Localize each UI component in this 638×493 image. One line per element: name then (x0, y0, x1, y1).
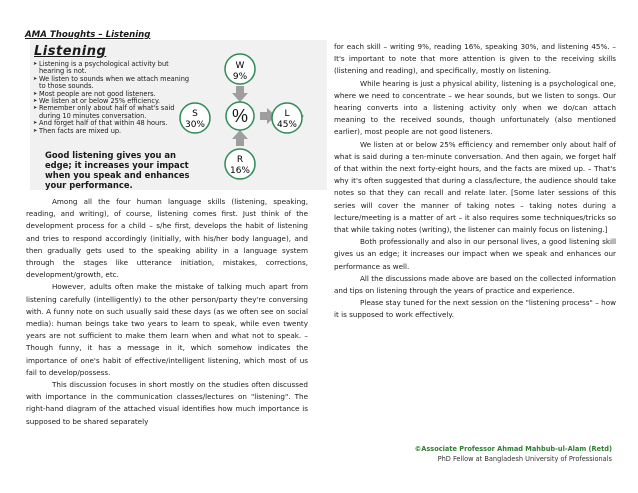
paragraph: We listen at or below 25% efficiency and remember only about half of what is said during a ten-minute conversation. And then again, we forget half of that within the next forty-eight hours, and the facts are mixed up. – That's why it's often suggested that during a class/lecture, the audience should take notes so that they can recall and relate later. [Some later sessions of this series will cover the manner of taking notes – taking notes during a lecture/meeting is a matter of art – it also requires some techniques/tricks so that while taking notes (writing), the listener can mainly focus on listening.] (334, 139, 616, 235)
writing-value: 9% (232, 72, 248, 82)
paragraph: However, adults often make the mistake of talking much apart from listening carefully (intelligently) to the other person/party they're conversing with. A funny note on such usually said these days (as we often see on social media): human beings take two years to learn to speak, while even twenty years are not sufficient to make them learn when and what not to speak. – Though funny, it has a message in it, which somehow indicates the importance of one's habit of effective/intelligent listening, which most of us fail to develop/possess. (26, 282, 308, 377)
fact-item: ➤ We listen to sounds when we attach meaning to those sounds. (33, 76, 193, 91)
paragraph: All the discussions made above are based on the collected information and tips on listening through the years of practice and experience. (334, 273, 616, 296)
paragraph: Both professionally and also in our personal lives, a good listening skill gives us an edge; it increases our impact when we speak and enhances our performance as well. (334, 237, 616, 271)
paragraph: for each skill – writing 9%, reading 16%, speaking 30%, and listening 45%. – It's important to note that more attention is given to the receiving skills (listening and reading), and specifically, mostly on listening. (334, 42, 616, 76)
author-name: ©Associate Professor Ahmad Mahbub-ul-Alam (Retd) (414, 445, 612, 453)
fact-item: ➤ Then facts are mixed up. (33, 128, 193, 135)
arrow-down-icon (232, 86, 248, 102)
arrow-up-icon (232, 130, 248, 146)
paragraph: Please stay tuned for the next session on the "listening process" – how it is supposed to work effectively. (334, 298, 616, 320)
right-column (334, 41, 616, 322)
fact-item: ➤ We listen at or below 25% efficiency. (33, 98, 193, 105)
paragraph: Among all the four human language skills (listening, speaking, reading, and writing), of course, listening comes first. Just think of the development process for a child – s/he first, develops the habit of listening and tries to respond accordingly (initially, with his/her body language), and then gradually gets used to the speaking ability in a language system through the stages like utterance initiation, mistakes, corrections, development/growth, etc. (26, 197, 308, 280)
speaking-letter: S (192, 109, 198, 119)
writing-letter: W (235, 61, 245, 71)
fact-item: ➤ Listening is a psychological activity but hearing is not. (33, 61, 193, 76)
skills-percentage-diagram (175, 46, 325, 186)
listening-facts-list (33, 61, 193, 135)
author-affiliation: PhD Fellow at Bangladesh University of Professionals (437, 455, 612, 463)
series-header: AMA Thoughts – Listening (25, 30, 151, 40)
listening-value: 45% (276, 120, 298, 130)
reading-value: 16% (229, 166, 251, 176)
fact-item: ➤ And forget half of that within 48 hours. (33, 120, 193, 127)
fact-item: ➤ Remember only about half of what's said during 10 minutes conversation. (33, 105, 193, 120)
speaking-value: 30% (184, 120, 206, 130)
fact-item: ➤ Most people are not good listeners. (33, 91, 193, 98)
infographic-title: Listening (34, 44, 107, 59)
left-column (26, 196, 308, 428)
listening-letter: L (284, 109, 290, 119)
author-credit (415, 444, 612, 464)
reading-letter: R (236, 155, 244, 165)
paragraph: While hearing is just a physical ability, listening is a psychological one, where we need to concentrate – we hear sounds, but we listen to songs. Our hearing converts into a listening activity only when we do/can attach meaning to the received sounds, though unfortunately (also mentioned earlier), most people are not good listeners. (334, 78, 616, 137)
key-quote: Good listening gives you an edge; it increases your impact when you speak and enhances your performance. (45, 150, 190, 190)
paragraph: This discussion focuses in short mostly on the studies often discussed with importance in the communication classes/lectures on "listening". The right-hand diagram of the attached visual identifies how much importance is supposed to be shared separately (26, 380, 308, 426)
center-symbol: % (231, 106, 249, 126)
